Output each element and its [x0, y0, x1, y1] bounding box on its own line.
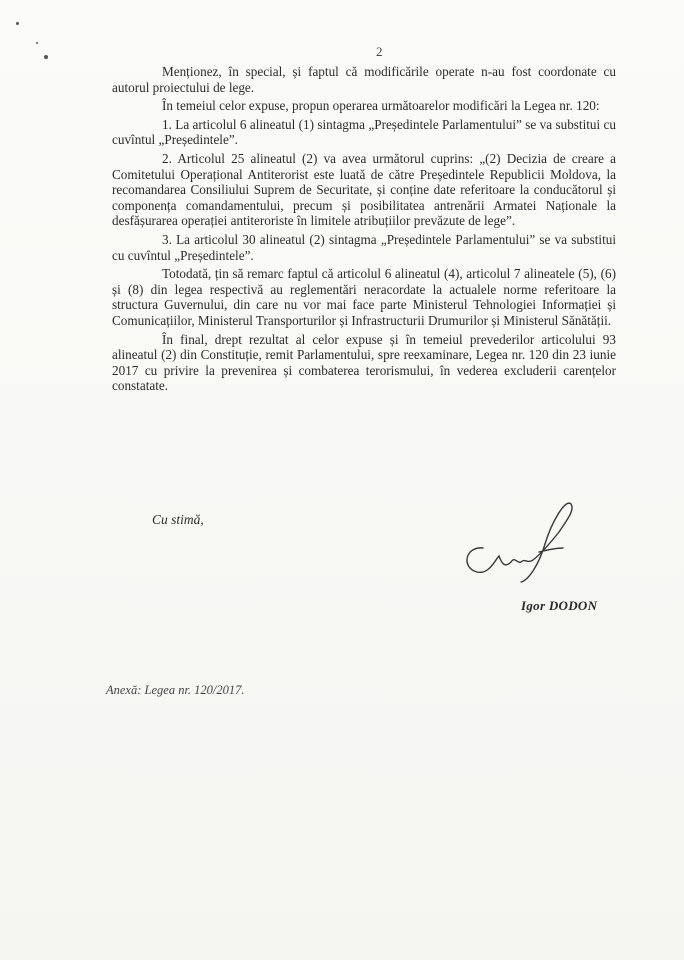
paragraph-amendment-1: 1. La articolul 6 alineatul (1) sintagma „Președintele Parlamentului” se va substitui cu cuvîntul „Președintele”.: [112, 116, 616, 148]
paragraph-amendment-3: 3. La articolul 30 alineatul (2) sintagma „Președintele Parlamentului” se va substitui cu cuvîntul „Președintele”.: [112, 231, 616, 263]
closing-salutation: Cu stimă,: [152, 512, 204, 527]
signer-name: Igor DODON: [521, 598, 598, 613]
paragraph-proposal: În temeiul celor expuse, propun operarea următoarelor modificări la Legea nr. 120:: [162, 98, 600, 114]
page-number: 2: [376, 44, 383, 59]
handwritten-signature: [455, 498, 585, 588]
paragraph-conclusion: În final, drept rezultat al celor expuse și în temeiul prevederilor articolului 93 alineatul (2) din Constituție, remit Parlamentului, spre reexaminare, Legea nr. 120 din 23 iunie 2017 cu privire la prevenirea și combaterea terorismului, în vederea excluderii carențelor constatate.: [112, 331, 616, 394]
scan-speck: [16, 22, 19, 25]
annex-note: Anexă: Legea nr. 120/2017.: [106, 683, 245, 697]
letter-body: [112, 64, 616, 397]
paragraph-note: Menționez, în special, și faptul că modificările operate n-au fost coordonate cu autorul proiectului de lege.: [112, 64, 616, 95]
paragraph-remark: Totodată, țin să remarc faptul că articolul 6 alineatul (4), articolul 7 alineatele (5), (6) și (8) din legea respectivă au reglementări neracordate la actualele norme referitoare la structura Guvernului, din care nu vor mai face parte Ministerul Tehnologiei Informației și Comunicațiilor, Ministerul Transporturilor și Infrastructurii Drumurilor și Ministerul Sănătății.: [112, 266, 616, 328]
paragraph-amendment-2: 2. Articolul 25 alineatul (2) va avea următorul cuprins: „(2) Decizia de creare a Comitetului Operațional Antiterorist este luată de către Președintele Republicii Moldova, la recomandarea Consiliului Suprem de Securitate, și conține date referitoare la conducătorul și componența comandamentului, precum și posibilitatea antrenării Armatei Naționale la desfășurarea operației antiteroriste în limitele atribuțiilor prevăzute de lege”.: [112, 150, 616, 229]
scan-speck: [44, 55, 48, 59]
scan-speck: [36, 42, 38, 44]
